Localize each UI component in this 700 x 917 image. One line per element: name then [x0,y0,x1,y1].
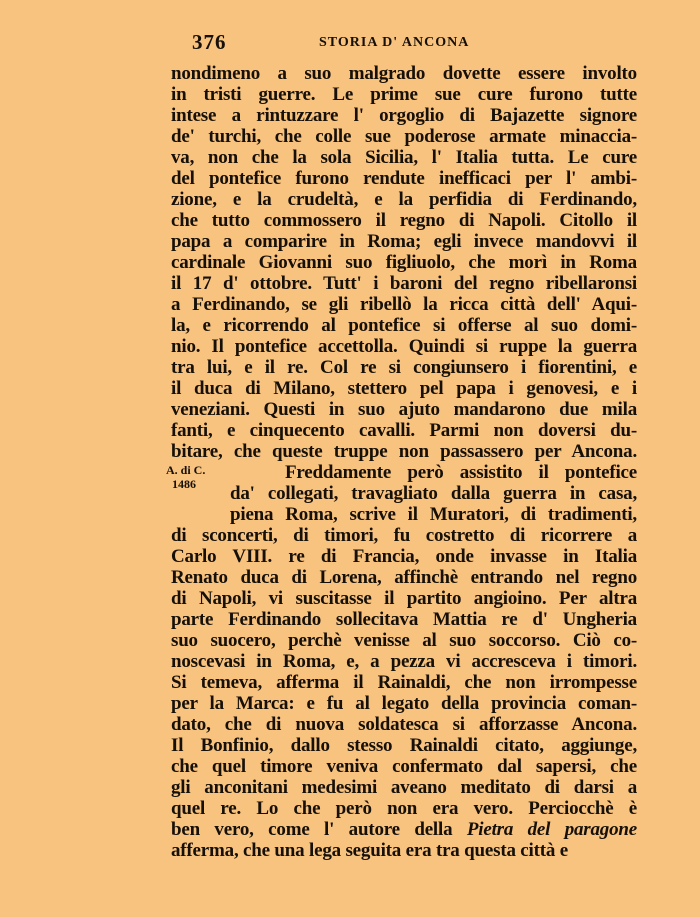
text-line: veneziani. Questi in suo ajuto mandarono due mila [171,399,637,420]
text-line: quel re. Lo che però non era vero. Perciocchè è [171,798,637,819]
text-line: noscevasi in Roma, e, a pezza vi accresceva i timori. [171,651,637,672]
text-line: la, e ricorrendo al pontefice si offerse al suo domi- [171,315,637,336]
text-line: Il Bonfinio, dallo stesso Rainaldi citato, aggiunge, [171,735,637,756]
text-line: nondimeno a suo malgrado dovette essere involto [171,63,637,84]
text-line: gli anconitani medesimi aveano meditato di darsi a [171,777,637,798]
text-line: il 17 d' ottobre. Tutt' i baroni del regno ribellaronsi [171,273,637,294]
text-line: del pontefice furono rendute inefficaci per l' ambi- [171,168,637,189]
text-line: Carlo VIII. re di Francia, onde invasse in Italia [171,546,637,567]
text-line: piena Roma, scrive il Muratori, di tradimenti, [230,504,637,525]
text-line: cardinale Giovanni suo figliuolo, che morì in Roma [171,252,637,273]
text-line-start: ben vero, come l' autore della [171,819,453,840]
text-line: Renato duca di Lorena, affinchè entrando nel regno [171,567,637,588]
text-line: intese a rintuzzare l' orgoglio di Bajazette signore [171,105,637,126]
text-line: in tristi guerre. Le prime sue cure furono tutte [171,84,637,105]
text-line: suo suocero, perchè venisse al suo soccorso. Ciò co- [171,630,637,651]
text-line: va, non che la sola Sicilia, l' Italia tutta. Le cure [171,147,637,168]
text-line: che quel timore veniva confermato dal sapersi, che [171,756,637,777]
text-line: tra lui, e il re. Col re si congiunsero i fiorentini, e [171,357,637,378]
text-line: di sconcerti, di timori, fu costretto di ricorrere a [171,525,637,546]
text-line: che tutto commossero il regno di Napoli. Citollo il [171,210,637,231]
text-line: fanti, e cinquecento cavalli. Parmi non doversi du- [171,420,637,441]
text-line: bitare, che queste truppe non passassero per Ancona. [171,441,637,462]
text-line: parte Ferdinando sollecitava Mattia re d' Ungheria [171,609,637,630]
text-line-with-title [171,819,637,840]
text-line: de' turchi, che colle sue poderose armate minaccia- [171,126,637,147]
page-number: 376 [192,30,227,54]
page-header [192,30,492,56]
text-line: papa a comparire in Roma; egli invece mandovvi il [171,231,637,252]
text-line: nio. Il pontefice accettolla. Quindi si ruppe la guerra [171,336,637,357]
margin-note-label: A. di C. [166,463,206,477]
text-line: il duca di Milano, stettero pel papa i genovesi, e i [171,378,637,399]
margin-note-year: 1486 [172,477,196,491]
text-line: afferma, che una lega seguita era tra questa città e [171,840,568,861]
text-line: dato, che di nuova soldatesca si afforzasse Ancona. [171,714,637,735]
text-line: a Ferdinando, se gli ribellò la ricca città dell' Aqui- [171,294,637,315]
text-line: zione, e la crudeltà, e la perfidia di Ferdinando, [171,189,637,210]
margin-note-date [166,463,218,491]
text-line: Freddamente però assistito il pontefice [285,462,637,483]
running-title: STORIA D' ANCONA [319,35,470,50]
book-title-italic: Pietra del paragone [466,819,637,840]
text-line: di Napoli, vi suscitasse il partito angioino. Per altra [171,588,637,609]
text-line: Si temeva, afferma il Rainaldi, che non irrompesse [171,672,637,693]
text-line: da' collegati, travagliato dalla guerra in casa, [230,483,637,504]
text-line: per la Marca: e fu al legato della provincia coman- [171,693,637,714]
